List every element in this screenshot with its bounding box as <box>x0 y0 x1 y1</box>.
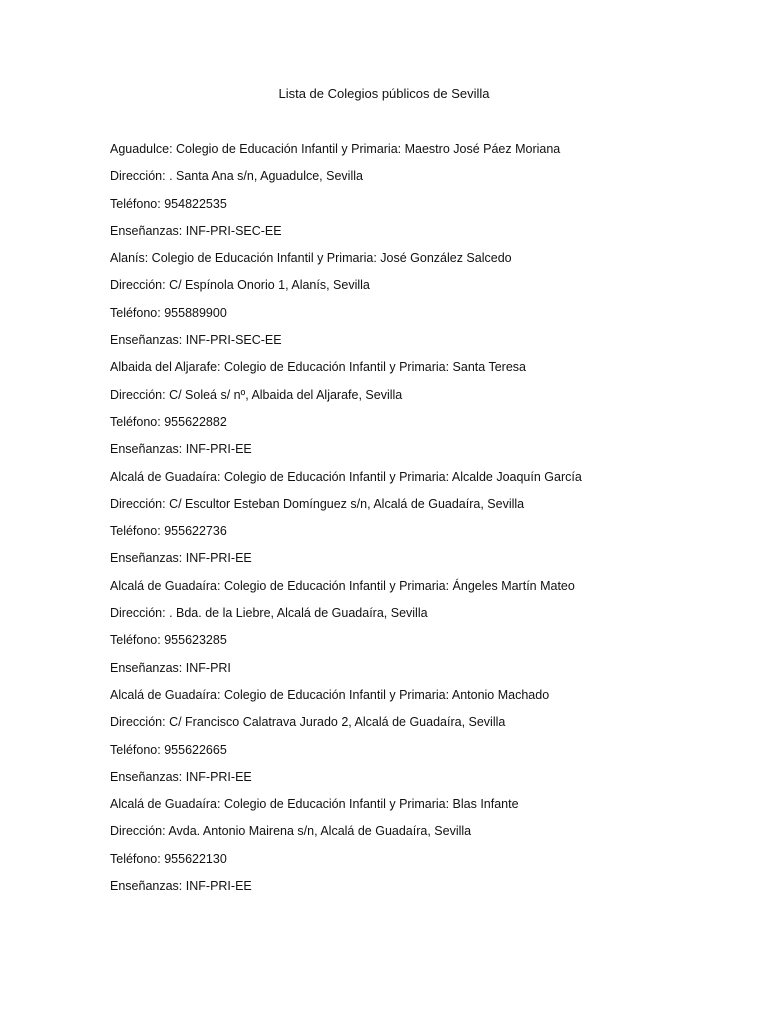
address-value: C/ Soleá s/ nº, Albaida del Aljarafe, Sevilla <box>169 387 403 402</box>
school-levels <box>110 877 730 895</box>
school-heading: Alanís: Colegio de Educación Infantil y Primaria: José González Salcedo <box>110 251 512 266</box>
school-phone <box>110 304 730 322</box>
address-value: C/ Francisco Calatrava Jurado 2, Alcalá de Guadaíra, Sevilla <box>169 715 506 730</box>
phone-label: Teléfono: <box>110 196 161 211</box>
phone-value: 954822535 <box>164 196 227 211</box>
address-label: Dirección: <box>110 496 166 511</box>
levels-label: Enseñanzas: <box>110 660 183 675</box>
levels-value: INF-PRI-EE <box>185 769 252 784</box>
phone-value: 955622736 <box>164 524 227 539</box>
phone-value: 955889900 <box>164 305 227 320</box>
levels-label: Enseñanzas: <box>110 442 183 457</box>
school-heading: Alcalá de Guadaíra: Colegio de Educación Infantil y Primaria: Blas Infante <box>110 797 519 812</box>
levels-label: Enseñanzas: <box>110 333 183 348</box>
school-heading: Alcalá de Guadaíra: Colegio de Educación Infantil y Primaria: Ángeles Martín Mateo <box>110 578 575 593</box>
school-levels <box>110 768 730 786</box>
school-levels <box>110 222 730 240</box>
school-heading: Albaida del Aljarafe: Colegio de Educación Infantil y Primaria: Santa Teresa <box>110 360 526 375</box>
levels-value: INF-PRI-SEC-EE <box>185 333 282 348</box>
school-address <box>110 386 730 404</box>
school-phone <box>110 631 730 649</box>
levels-label: Enseñanzas: <box>110 223 183 238</box>
address-value: . Bda. de la Liebre, Alcalá de Guadaíra, Sevilla <box>169 606 428 621</box>
school-heading: Alcalá de Guadaíra: Colegio de Educación Infantil y Primaria: Antonio Machado <box>110 687 550 702</box>
levels-label: Enseñanzas: <box>110 551 183 566</box>
levels-value: INF-PRI-EE <box>185 551 252 566</box>
school-address <box>110 822 730 840</box>
school-levels <box>110 549 730 567</box>
phone-value: 955622882 <box>164 414 227 429</box>
address-label: Dirección: <box>110 387 166 402</box>
school-phone <box>110 413 730 431</box>
school-phone <box>110 741 730 759</box>
address-label: Dirección: <box>110 169 166 184</box>
phone-value: 955622130 <box>164 851 227 866</box>
address-value: C/ Escultor Esteban Domínguez s/n, Alcalá de Guadaíra, Sevilla <box>169 496 525 511</box>
school-list <box>110 140 730 904</box>
address-label: Dirección: <box>110 278 166 293</box>
school-address <box>110 167 730 185</box>
levels-label: Enseñanzas: <box>110 879 183 894</box>
phone-label: Teléfono: <box>110 851 161 866</box>
address-label: Dirección: <box>110 715 166 730</box>
document-title: Lista de Colegios públicos de Sevilla <box>278 86 490 101</box>
levels-value: INF-PRI-EE <box>185 442 252 457</box>
address-label: Dirección: <box>110 824 166 839</box>
phone-label: Teléfono: <box>110 633 161 648</box>
school-phone <box>110 850 730 868</box>
phone-value: 955623285 <box>164 633 227 648</box>
address-label: Dirección: <box>110 606 166 621</box>
school-address <box>110 276 730 294</box>
school-address <box>110 713 730 731</box>
address-value: . Santa Ana s/n, Aguadulce, Sevilla <box>169 169 363 184</box>
school-phone <box>110 522 730 540</box>
school-levels <box>110 659 730 677</box>
phone-label: Teléfono: <box>110 414 161 429</box>
address-value: Avda. Antonio Mairena s/n, Alcalá de Guadaíra, Sevilla <box>168 824 472 839</box>
school-address <box>110 495 730 513</box>
school-address <box>110 604 730 622</box>
school-levels <box>110 440 730 458</box>
levels-value: INF-PRI <box>185 660 231 675</box>
school-heading: Alcalá de Guadaíra: Colegio de Educación Infantil y Primaria: Alcalde Joaquín García <box>110 469 582 484</box>
school-levels <box>110 331 730 349</box>
school-phone <box>110 195 730 213</box>
school-heading: Aguadulce: Colegio de Educación Infantil y Primaria: Maestro José Páez Moriana <box>110 142 561 156</box>
levels-value: INF-PRI-EE <box>185 879 252 894</box>
phone-label: Teléfono: <box>110 742 161 757</box>
phone-value: 955622665 <box>164 742 227 757</box>
address-value: C/ Espínola Onorio 1, Alanís, Sevilla <box>169 278 370 293</box>
levels-value: INF-PRI-SEC-EE <box>185 223 282 238</box>
phone-label: Teléfono: <box>110 524 161 539</box>
phone-label: Teléfono: <box>110 305 161 320</box>
levels-label: Enseñanzas: <box>110 769 183 784</box>
